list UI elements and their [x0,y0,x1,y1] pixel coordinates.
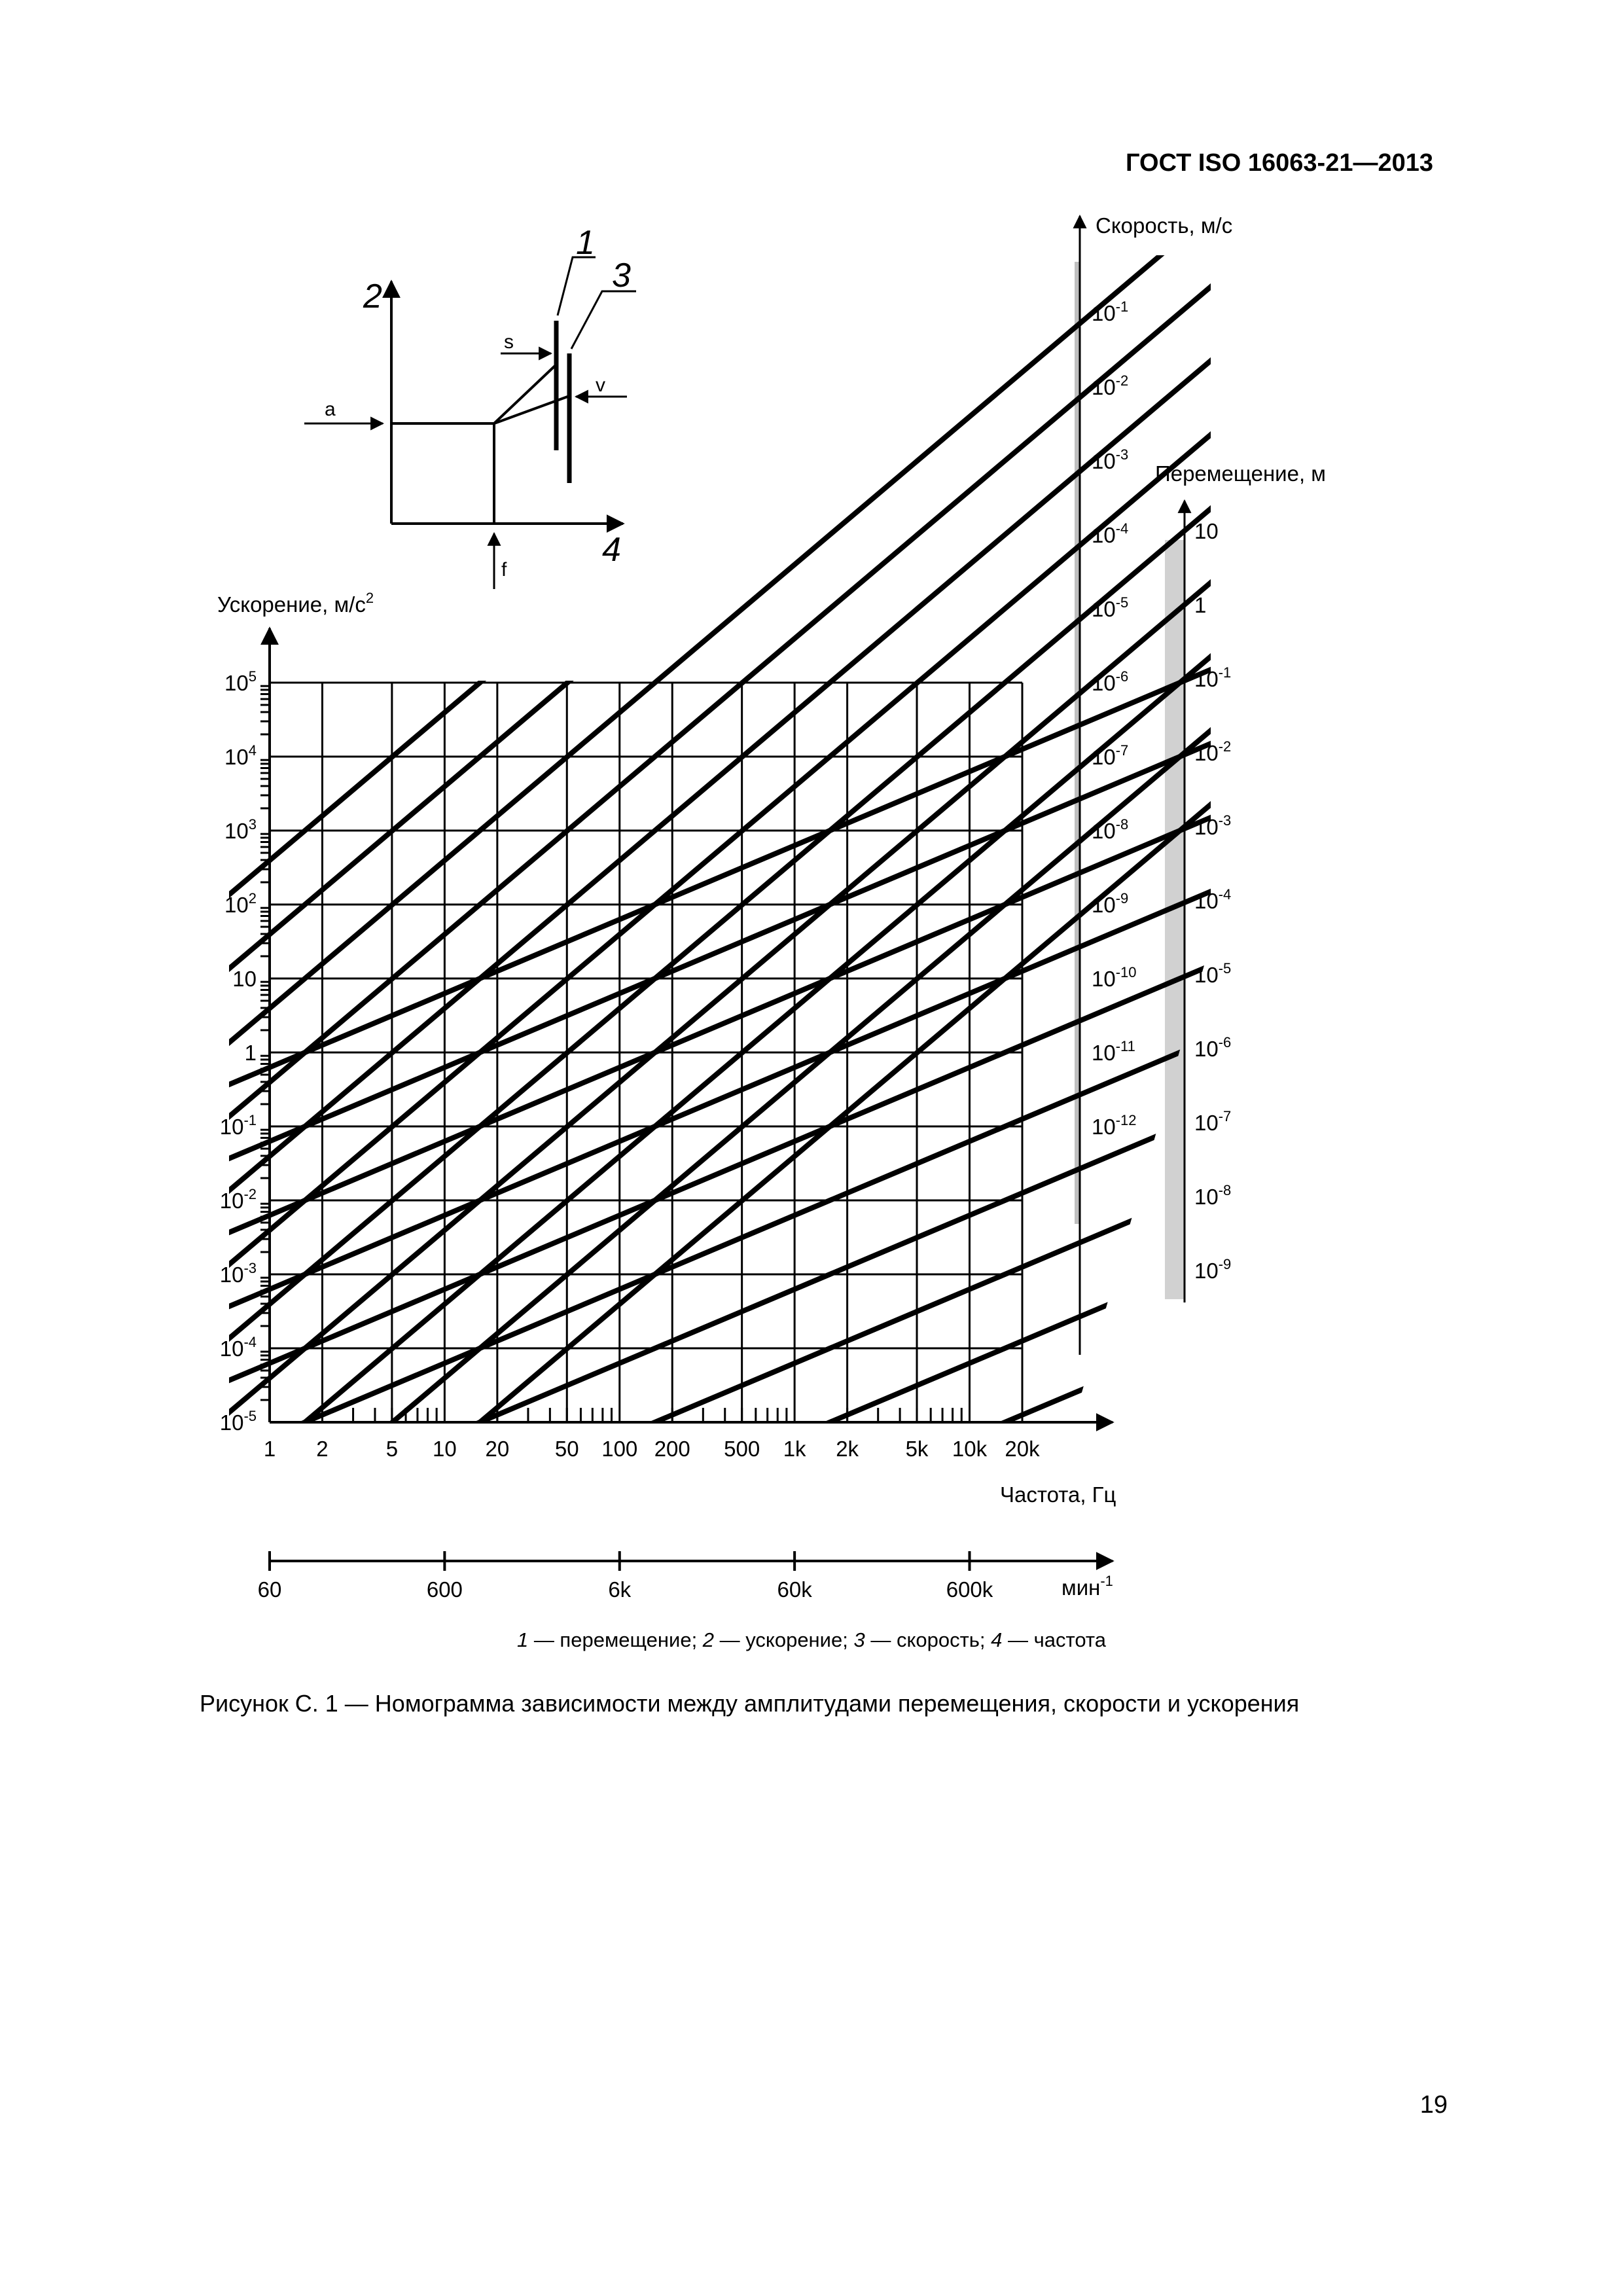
frequency-tick-label: 500 [724,1437,760,1461]
velocity-scale-label [1092,668,1128,695]
velocity-scale-label-base: 10 [1092,1041,1116,1065]
velocity-axis-title: Скорость, м/с [1096,213,1233,238]
rpm-unit-sup: -1 [1100,1573,1113,1589]
displacement-scale-hatching [1165,540,1185,1299]
inset-letter-s: s [504,331,514,353]
rpm-tick-labels [258,1577,993,1602]
acceleration-tick-label-exp: -2 [243,1186,257,1202]
velocity-scale-label [1092,1112,1137,1139]
velocity-scale-label-base: 10 [1092,375,1116,399]
page-number: 19 [1419,2091,1448,2119]
velocity-scale-label-exp: -3 [1115,446,1129,463]
legend-text: — ускорение; [714,1628,854,1651]
displacement-scale-label-exp: -7 [1218,1108,1232,1124]
velocity-scale-label [1092,298,1128,325]
displacement-scale-label-base: 10 [1194,1037,1219,1061]
acceleration-tick-label-exp: -3 [243,1260,257,1276]
inset-displacement-line [494,365,556,423]
document-header: ГОСТ ISO 16063-21—2013 [1125,149,1433,177]
velocity-scale-label-base: 10 [1092,745,1116,769]
acceleration-tick-label-base: 1 [244,1041,257,1065]
acceleration-tick-label-base: 10 [219,1263,244,1287]
velocity-scale-hatching [1075,262,1080,1224]
legend-text: — частота [1002,1628,1107,1651]
acceleration-tick-label [220,1260,257,1287]
acceleration-tick-label-base: 10 [224,745,249,769]
acceleration-tick-label-base: 10 [219,1189,244,1213]
displacement-scale-label-exp: -6 [1218,1034,1232,1050]
frequency-tick-label: 100 [601,1437,638,1461]
frequency-tick-label: 50 [554,1437,579,1461]
inset-label-4: 4 [602,531,621,569]
acceleration-tick-label [245,1041,257,1065]
displacement-scale-label-exp: -5 [1218,960,1232,977]
rpm-tick-label: 60 [257,1577,282,1602]
velocity-scale-label [1092,372,1128,399]
inset-leader-3 [571,291,636,349]
displacement-scale-label-base: 10 [1194,519,1219,543]
velocity-scale-label [1092,742,1128,769]
displacement-scale-label [1194,1256,1231,1283]
velocity-scale-label-exp: -10 [1115,964,1137,980]
displacement-scale-label-base: 10 [1194,889,1219,913]
velocity-scale-label [1092,964,1137,991]
rpm-unit-text: мин [1061,1575,1101,1600]
inset-label-2: 2 [363,278,382,315]
velocity-scale-label-base: 10 [1092,819,1116,843]
displacement-scale-label [1194,812,1231,839]
inset-schematic [304,257,636,589]
acceleration-tick-label-exp: 4 [248,742,257,759]
displacement-line [0,121,1319,1600]
displacement-scale-label-exp: -1 [1218,664,1232,681]
velocity-scale-label-base: 10 [1092,671,1116,695]
acceleration-tick-label-base: 10 [224,893,249,917]
displacement-scale-label-base: 10 [1194,1259,1219,1283]
velocity-line [0,1215,1319,1617]
displacement-scale-label [1194,886,1231,913]
nomogram-grid [270,683,1022,1422]
acceleration-tick-label-base: 10 [224,671,249,695]
displacement-scale-label-base: 10 [1194,741,1219,765]
displacement-scale-label-base: 10 [1194,667,1219,691]
legend-text: — перемещение; [528,1628,703,1651]
displacement-scale-label [1194,593,1206,617]
acceleration-tick-label-exp: -1 [243,1112,257,1128]
displacement-scale-label-base: 10 [1194,963,1219,987]
acceleration-tick-label [220,1334,257,1361]
acceleration-tick-label-exp: -5 [243,1408,257,1424]
figure-caption: Рисунок С. 1 — Номограмма зависимости между амплитудами перемещения, скорости и ускорения [200,1690,1300,1717]
displacement-line [0,713,1319,1617]
acceleration-tick-label-base: 10 [219,1115,244,1139]
displacement-scale-label [1194,1108,1231,1135]
acceleration-tick-label-base: 10 [219,1410,244,1435]
inset-letter-v: v [596,374,605,396]
inset-leader-1 [558,257,596,315]
frequency-tick-label: 5 [385,1437,399,1461]
displacement-scale-label-base: 1 [1194,593,1207,617]
displacement-scale-label-base: 10 [1194,1185,1219,1209]
acceleration-tick-label [224,742,257,769]
acceleration-tick-label [224,668,257,695]
inset-letter-a: a [325,399,336,420]
acceleration-tick-label-base: 10 [219,1336,244,1361]
legend-text: — скорость; [865,1628,991,1651]
displacement-scale-label-exp: -2 [1218,738,1232,755]
legend-number: 1 [516,1628,529,1651]
displacement-scale-label-exp: -9 [1218,1256,1232,1272]
frequency-tick-label: 10 [433,1437,457,1461]
velocity-scale-label [1092,594,1128,621]
displacement-line [0,47,1319,1526]
acceleration-axis-title-sup: 2 [365,590,374,606]
velocity-line [0,1363,1319,1617]
velocity-scale-label-base: 10 [1092,597,1116,621]
velocity-line [0,994,1319,1617]
rpm-tick-label: 6k [608,1577,632,1602]
velocity-scale-label [1092,446,1128,473]
velocity-scale-label-base: 10 [1092,967,1116,991]
acceleration-axis-title [217,590,374,617]
velocity-scale-label-exp: -2 [1115,372,1129,389]
frequency-tick-label: 200 [654,1437,690,1461]
legend-number: 3 [853,1628,865,1651]
velocity-scale-label-exp: -11 [1115,1038,1135,1054]
velocity-line [0,846,1319,1585]
acceleration-tick-label [224,816,257,843]
frequency-tick-label: 1k [783,1437,806,1461]
velocity-scale-label-exp: -9 [1115,890,1129,906]
velocity-scale-label-base: 10 [1092,523,1116,547]
displacement-scale-label-base: 10 [1194,815,1219,839]
frequency-axis-title: Частота, Гц [1000,1482,1116,1507]
velocity-scale-label-exp: -12 [1115,1112,1137,1128]
displacement-line [0,269,1319,1617]
frequency-tick-label: 2 [316,1437,329,1461]
displacement-scale-label [1194,738,1231,765]
rpm-tick-label: 600k [946,1577,993,1602]
frequency-tick-label: 20k [1005,1437,1040,1461]
acceleration-tick-label [224,890,257,917]
acceleration-tick-label-base: 10 [232,967,257,991]
figure-legend [0,1628,1623,1652]
velocity-scale-label-base: 10 [1092,1115,1116,1139]
acceleration-tick-label [220,1186,257,1213]
acceleration-tick-label-exp: 3 [248,816,257,833]
displacement-scale-label-exp: -4 [1218,886,1232,903]
velocity-scale-label-exp: -7 [1115,742,1129,759]
velocity-scale-label-base: 10 [1092,449,1116,473]
displacement-scale-label [1194,519,1219,543]
displacement-scale-label [1194,1182,1231,1209]
displacement-scale-label [1194,960,1231,987]
velocity-scale-label-exp: -1 [1115,298,1129,315]
inset-label-3: 3 [612,257,631,295]
legend-number: 2 [702,1628,715,1651]
velocity-line [0,1067,1319,1617]
velocity-scale-label-base: 10 [1092,893,1116,917]
velocity-scale-label [1092,890,1128,917]
displacement-scale-label [1194,664,1231,691]
velocity-scale-label [1092,520,1128,547]
frequency-tick-label: 5k [905,1437,929,1461]
displacement-scale-label-exp: -3 [1218,812,1232,829]
legend-number: 4 [991,1628,1003,1651]
inset-letter-f: f [501,559,507,581]
displacement-scale-label [1194,1034,1231,1061]
displacement-scale-labels [1194,519,1231,1283]
acceleration-tick-label-base: 10 [224,819,249,843]
frequency-tick-label: 20 [485,1437,510,1461]
velocity-line [0,1141,1319,1617]
rpm-unit [1061,1573,1113,1600]
frequency-tick-labels [264,1437,1040,1461]
displacement-axis-title: Перемещение, м [1155,461,1326,486]
acceleration-axis-title-text: Ускорение, м/с [217,592,366,617]
velocity-line [0,1437,1319,1617]
inset-box [391,423,494,524]
acceleration-tick-label-exp: -4 [243,1334,257,1350]
displacement-scale-label-base: 10 [1194,1111,1219,1135]
acceleration-tick-label-exp: 2 [248,890,257,906]
frequency-tick-label: 10k [952,1437,988,1461]
inset-label-1: 1 [576,224,595,262]
velocity-scale-label-exp: -5 [1115,594,1129,611]
rpm-tick-label: 60k [777,1577,812,1602]
velocity-scale-label-exp: -4 [1115,520,1129,537]
acceleration-tick-label-exp: 5 [248,668,257,685]
velocity-scale-label-exp: -6 [1115,668,1129,685]
velocity-scale-label-base: 10 [1092,301,1116,325]
acceleration-tick-label [232,967,257,991]
acceleration-tick-label [220,1112,257,1139]
velocity-scale-label [1092,816,1128,843]
rpm-tick-label: 600 [426,1577,463,1602]
velocity-scale-label [1092,1038,1135,1065]
frequency-tick-label: 2k [836,1437,859,1461]
frequency-tick-label: 1 [263,1437,276,1461]
velocity-scale-label-exp: -8 [1115,816,1129,833]
acceleration-tick-label [220,1408,257,1435]
displacement-scale-label-exp: -8 [1218,1182,1232,1198]
